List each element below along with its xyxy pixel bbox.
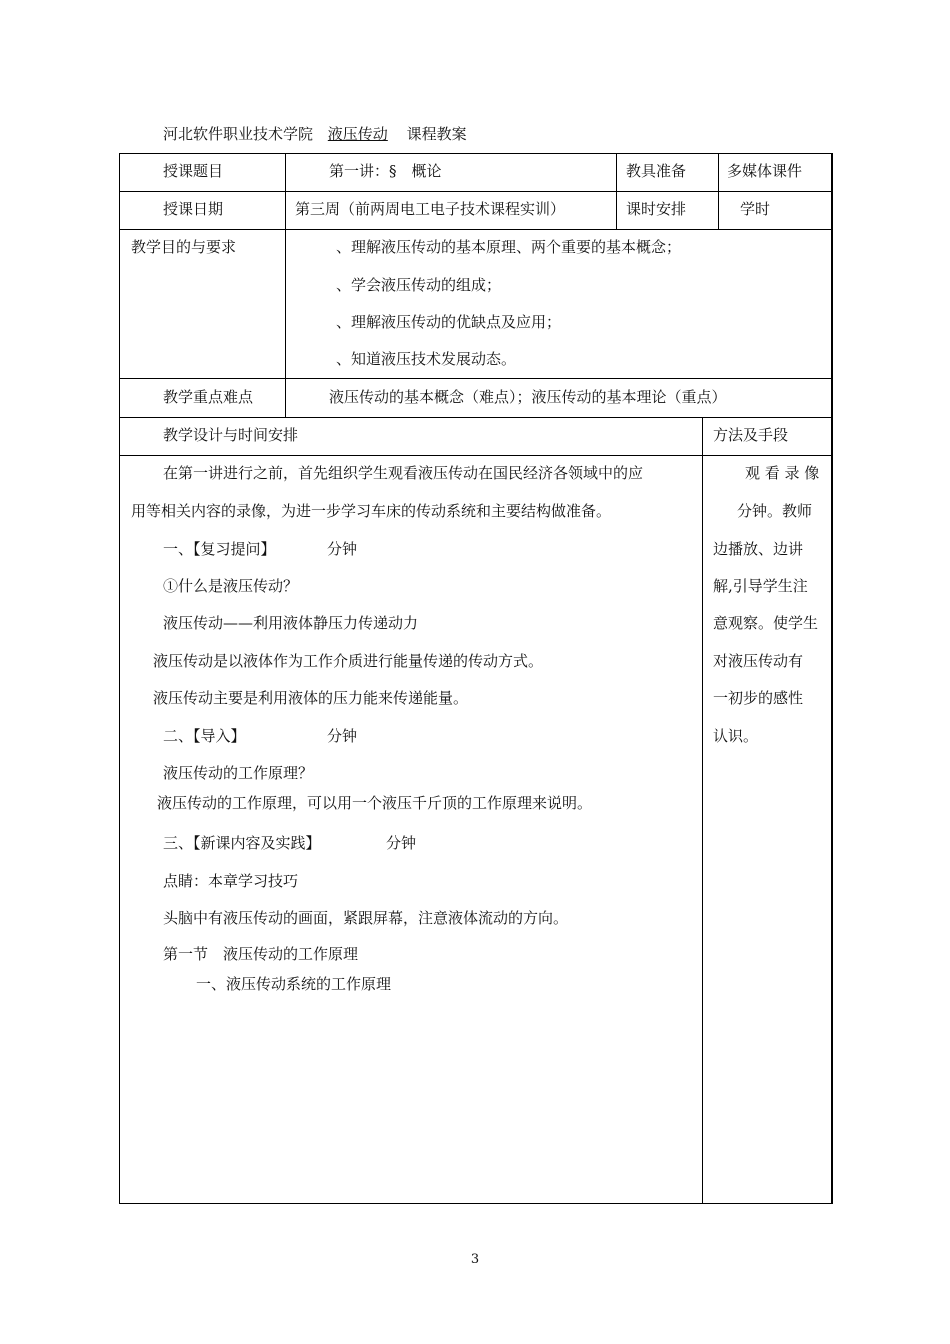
table-rule <box>119 417 832 418</box>
design-label: 教学设计与时间安排 <box>163 426 299 444</box>
intro-line: 在第一讲进行之前，首先组织学生观看液压传动在国民经济各领域中的应 <box>163 464 644 482</box>
section-intro-title: 二、【导入】 <box>163 727 246 745</box>
table-rule <box>119 455 832 456</box>
section-new-title: 三、【新课内容及实践】 <box>163 834 321 852</box>
goals-label: 教学目的与要求 <box>131 238 237 256</box>
section-review-title: 一、【复习提问】 <box>163 540 276 558</box>
table-col-divider <box>285 153 286 417</box>
date-label: 授课日期 <box>163 200 224 218</box>
method-note: 观 看 录 像 <box>745 464 820 482</box>
goal-item: 、知道液压技术发展动态。 <box>336 350 517 368</box>
method-note: 对液压传动有 <box>713 652 804 670</box>
goal-item: 、理解液压传动的基本原理、两个重要的基本概念； <box>336 238 682 256</box>
method-note: 意观察。使学生 <box>713 614 819 632</box>
intro-line: 用等相关内容的录像，为进一步学习车床的传动系统和主要结构做准备。 <box>131 502 612 520</box>
section-review-time: 分钟 <box>327 540 358 558</box>
section-intro-time: 分钟 <box>327 727 358 745</box>
method-note: 一初步的感性 <box>713 689 804 707</box>
definition-line: 液压传动——利用液体静压力传递动力 <box>163 614 419 632</box>
date-value: 第三周（前两周电工电子技术课程实训） <box>295 200 566 218</box>
table-border-bottom <box>119 1203 832 1204</box>
section-new-time: 分钟 <box>386 834 417 852</box>
table-col-divider <box>616 153 617 229</box>
header-course: 液压传动 <box>327 125 388 143</box>
table-rule <box>119 229 832 230</box>
tip-title: 点睛：本章学习技巧 <box>163 872 299 890</box>
table-border-left <box>119 153 120 1204</box>
table-border-top <box>119 153 832 154</box>
definition-line: 液压传动是以液体作为工作介质进行能量传递的传动方式。 <box>153 652 544 670</box>
method-note: 解,引导学生注 <box>713 577 808 595</box>
header <box>163 127 467 142</box>
table-border-right <box>831 153 833 1204</box>
table-rule <box>119 378 832 379</box>
review-question: ①什么是液压传动？ <box>163 577 299 595</box>
tools-value: 多媒体课件 <box>727 162 803 180</box>
method-note: 分钟。教师 <box>737 502 813 520</box>
page-number: 3 <box>470 1252 480 1267</box>
section-heading: 第一节 液压传动的工作原理 <box>163 945 359 963</box>
topic-value: 第一讲：§ 概论 <box>329 162 442 180</box>
subsection-heading: 一、液压传动系统的工作原理 <box>196 975 392 993</box>
tip-text: 头脑中有液压传动的画面，紧跟屏幕，注意液体流动的方向。 <box>163 909 569 927</box>
definition-line: 液压传动主要是利用液体的压力能来传递能量。 <box>153 689 469 707</box>
keypoints-value: 液压传动的基本概念（难点）；液压传动的基本理论（重点） <box>329 388 727 406</box>
hours-value: 学时 <box>740 200 771 218</box>
goal-item: 、理解液压传动的优缺点及应用； <box>336 313 562 331</box>
tools-label: 教具准备 <box>626 162 687 180</box>
goal-item: 、学会液压传动的组成； <box>336 276 502 294</box>
table-col-divider <box>702 417 703 1203</box>
table-rule <box>119 191 832 192</box>
header-suffix: 课程教案 <box>406 125 467 143</box>
hours-label: 课时安排 <box>626 200 687 218</box>
table-col-divider <box>718 153 719 229</box>
intro-answer: 液压传动的工作原理，可以用一个液压千斤顶的工作原理来说明。 <box>157 794 593 812</box>
header-school: 河北软件职业技术学院 <box>163 125 314 143</box>
topic-label: 授课题目 <box>163 162 224 180</box>
method-label: 方法及手段 <box>713 426 789 444</box>
intro-question: 液压传动的工作原理？ <box>163 764 314 782</box>
method-note: 边播放、边讲 <box>713 540 804 558</box>
method-note: 认识。 <box>713 727 759 745</box>
keypoints-label: 教学重点难点 <box>163 388 254 406</box>
